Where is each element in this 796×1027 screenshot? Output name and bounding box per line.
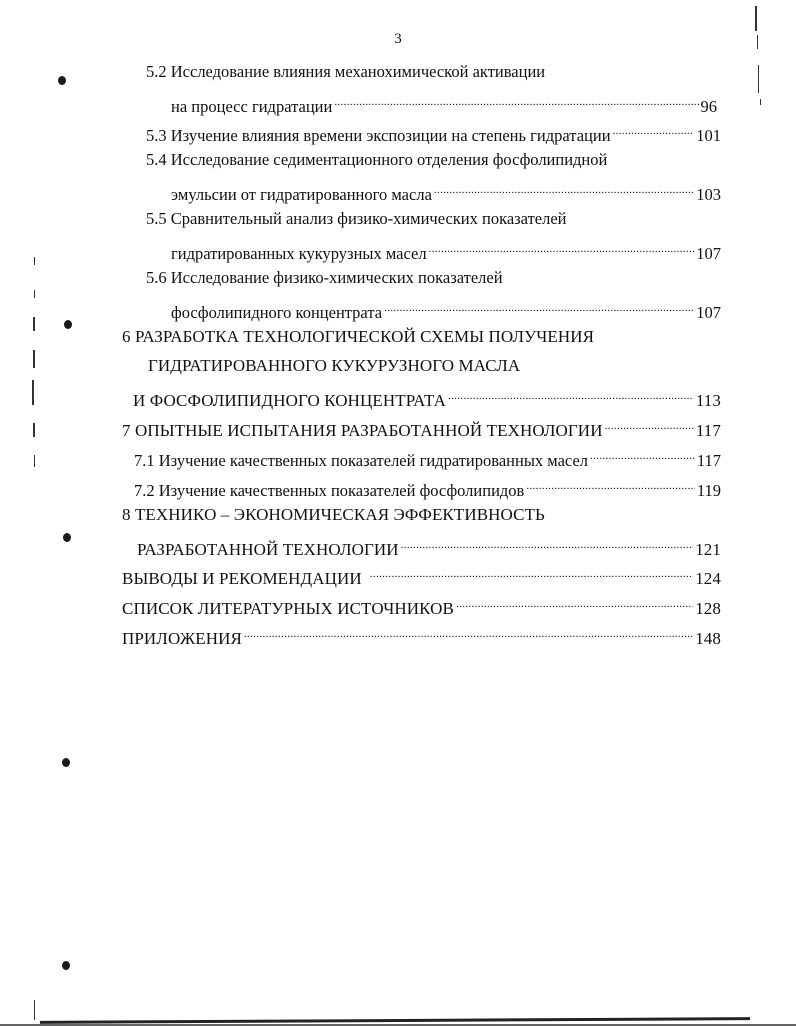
toc-chapter	[122, 326, 594, 348]
toc-entry-title: СПИСОК ЛИТЕРАТУРНЫХ ИСТОЧНИКОВ	[122, 599, 455, 618]
toc-entry-title: 6 РАЗРАБОТКА ТЕХНОЛОГИЧЕСКОЙ СХЕМЫ ПОЛУЧЕНИЯ	[122, 327, 595, 346]
toc-entry	[134, 444, 721, 470]
toc-chapter	[122, 622, 721, 648]
dot-leader	[370, 562, 693, 584]
toc-entry	[171, 178, 721, 204]
dot-leader	[401, 533, 694, 555]
toc-entry-title: 5.5 Сравнительный анализ физико-химических показателей	[146, 209, 567, 228]
scan-bottom-edge	[0, 1024, 796, 1026]
toc-page-number: 103	[696, 185, 721, 204]
toc-page-number: 107	[696, 244, 721, 263]
dot-leader	[434, 178, 694, 200]
toc-entry	[146, 61, 545, 83]
toc-entry-title: фосфолипидного концентрата	[171, 303, 383, 322]
toc-entry-title: 5.4 Исследование седиментационного отделения фосфолипидной	[146, 150, 608, 169]
dot-leader	[448, 384, 694, 406]
toc-entry	[146, 119, 721, 145]
toc-entry-title: 5.2 Исследование влияния механохимической активации	[146, 62, 546, 81]
toc-entry-title: 7.1 Изучение качественных показателей гидратированных масел	[134, 451, 589, 470]
dot-leader	[605, 414, 694, 436]
toc-entry-title: гидратированных кукурузных масел	[171, 244, 427, 263]
toc-chapter	[122, 504, 545, 526]
toc-chapter	[122, 562, 721, 588]
toc-page-number: 117	[695, 421, 721, 440]
toc-page-number: 101	[696, 126, 721, 145]
dot-leader	[384, 296, 694, 318]
toc-page-number: 121	[695, 540, 721, 559]
page-number: 3	[394, 31, 402, 47]
toc-entry-title: ВЫВОДЫ И РЕКОМЕНДАЦИИ	[122, 569, 362, 588]
dot-leader	[429, 237, 695, 259]
toc-entry	[171, 90, 717, 116]
toc-chapter	[137, 533, 721, 559]
toc-entry	[146, 208, 567, 230]
toc-page-number: 117	[696, 451, 721, 470]
dot-leader	[244, 622, 693, 644]
toc-entry	[171, 237, 721, 263]
toc-chapter	[122, 592, 721, 618]
toc-chapter	[133, 384, 721, 410]
dot-leader	[334, 90, 698, 112]
toc-page-number: 96	[700, 97, 717, 116]
toc-entry-title: 7 ОПЫТНЫЕ ИСПЫТАНИЯ РАЗРАБОТАННОЙ ТЕХНОЛОГИИ	[122, 421, 603, 440]
dot-leader	[456, 592, 693, 614]
toc-entry-title: эмульсии от гидратированного масла	[171, 185, 432, 204]
toc-entry	[146, 267, 503, 289]
toc-entry-title: РАЗРАБОТАННОЙ ТЕХНОЛОГИИ	[137, 540, 399, 559]
toc-page-number: 119	[696, 481, 721, 500]
toc-page-number: 124	[695, 569, 721, 588]
dot-leader	[613, 119, 695, 141]
toc-entry-title: на процесс гидратации	[171, 97, 333, 116]
toc-page-number: 113	[695, 391, 721, 410]
toc-entry-title: И ФОСФОЛИПИДНОГО КОНЦЕНТРАТА	[133, 391, 446, 410]
toc-page-number: 107	[696, 303, 721, 322]
toc-chapter	[122, 414, 721, 440]
toc-entry	[134, 474, 721, 500]
toc-entry-title: 8 ТЕХНИКО – ЭКОНОМИЧЕСКАЯ ЭФФЕКТИВНОСТЬ	[122, 505, 545, 524]
dot-leader	[526, 474, 695, 496]
toc-entry-title: 7.2 Изучение качественных показателей фосфолипидов	[134, 481, 525, 500]
toc-entry-title: 5.3 Изучение влияния времени экспозиции на степень гидратации	[146, 126, 611, 145]
toc-entry-title: ПРИЛОЖЕНИЯ	[122, 629, 242, 648]
toc-entry-title: 5.6 Исследование физико-химических показателей	[146, 268, 503, 287]
toc-page-number: 148	[695, 629, 721, 648]
toc-entry-title: ГИДРАТИРОВАННОГО КУКУРУЗНОГО МАСЛА	[148, 356, 521, 375]
toc-page-number: 128	[695, 599, 721, 618]
dot-leader	[590, 444, 695, 466]
toc-entry	[146, 149, 607, 171]
toc-chapter	[148, 355, 520, 377]
toc-entry	[171, 296, 721, 322]
